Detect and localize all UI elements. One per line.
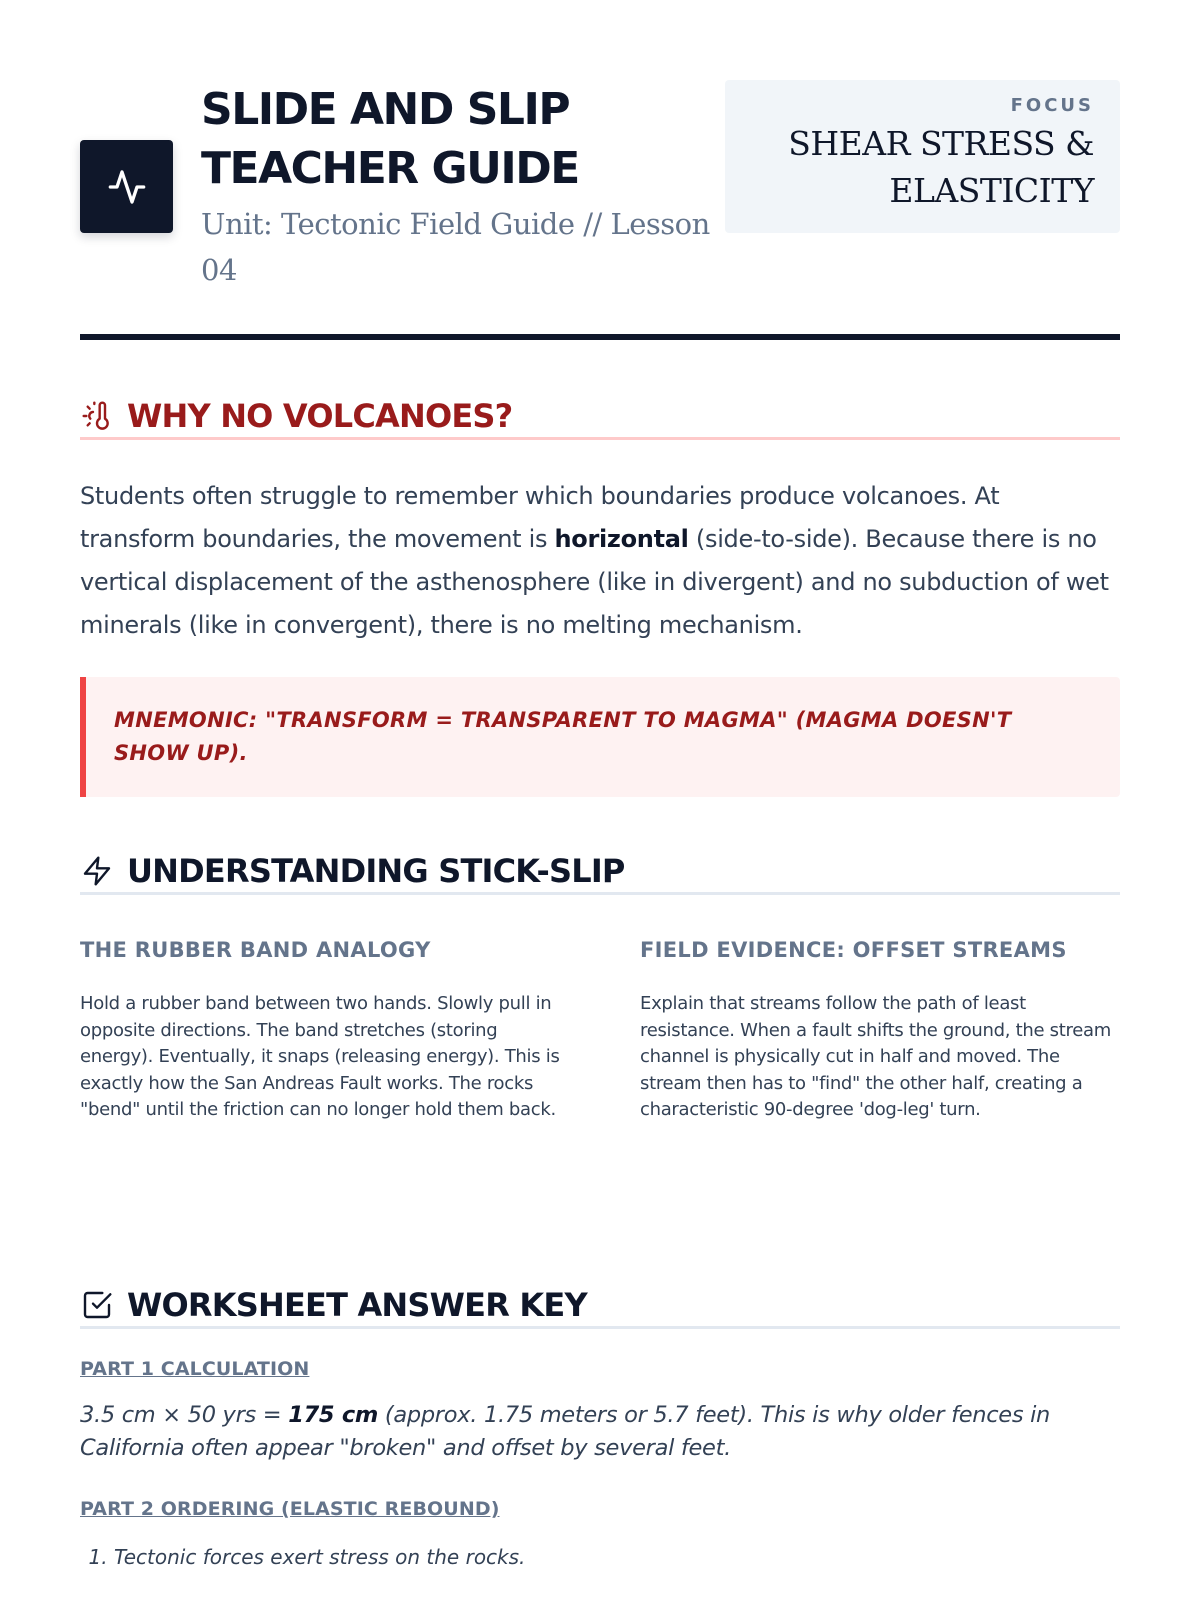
teacher-guide-page — [80, 0, 1120, 1600]
answer-result: 175 cm — [288, 1402, 379, 1428]
answer-key-section — [80, 1285, 1120, 1573]
volcano-heading: WHY NO VOLCANOES? — [127, 396, 513, 435]
section-heading — [80, 851, 1120, 895]
page-subtitle: Unit: Tectonic Field Guide // Lesson 04 — [201, 207, 710, 287]
part2-list — [80, 1541, 1120, 1573]
section-heading — [80, 396, 1120, 440]
stickslip-heading: UNDERSTANDING STICK-SLIP — [127, 851, 625, 890]
title-block — [201, 80, 711, 293]
paragraph-text: (side-to-side). Because there is no vertical displacement of the asthenosphere (like in divergent) and no subduction of wet minerals (like in convergent), there is no melting mechanism. — [80, 525, 1109, 639]
header-divider — [80, 334, 1120, 340]
rubber-band-column — [80, 935, 560, 1124]
mnemonic-text: MNEMONIC: "TRANSFORM = TRANSPARENT TO MAGMA" (MAGMA DOESN'T SHOW UP). — [114, 708, 1012, 765]
offset-streams-column — [640, 935, 1120, 1124]
part1-label: PART 1 CALCULATION — [80, 1358, 310, 1380]
column-title: FIELD EVIDENCE: OFFSET STREAMS — [640, 938, 1067, 962]
part2-label: PART 2 ORDERING (ELASTIC REBOUND) — [80, 1498, 500, 1520]
part1-answer — [80, 1399, 1120, 1465]
mnemonic-callout — [80, 677, 1120, 797]
column-text: Hold a rubber band between two hands. Slowly pull in opposite directions. The band stretches (storing energy). Eventually, it snaps (releasing energy). This is exactly how the San Andreas Fault works. The rocks "bend" until the friction can no longer hold them back. — [80, 993, 560, 1120]
section-heading — [80, 1285, 1120, 1329]
answer-key-heading: WORKSHEET ANSWER KEY — [127, 1285, 587, 1324]
column-text: Explain that streams follow the path of least resistance. When a fault shifts the ground, the stream channel is physically cut in half and moved. The stream then has to "find" the other half, creating a characteristic 90-degree 'dog-leg' turn. — [640, 993, 1111, 1120]
thermometer-sun-icon — [80, 399, 113, 432]
list-item: 1. Tectonic forces exert stress on the rocks. — [114, 1541, 1120, 1573]
checkbox-icon — [80, 1288, 113, 1321]
lightning-bolt-icon — [80, 854, 113, 887]
stickslip-section — [80, 851, 1120, 1124]
analogy-columns — [80, 935, 1120, 1124]
answer-text: (approx. 1.75 meters or 5.7 feet). This is why older fences in California often appear "broken" and offset by several feet. — [80, 1402, 1051, 1461]
part2-block — [80, 1497, 1120, 1573]
focus-label: FOCUS — [1010, 95, 1094, 116]
focus-box — [725, 80, 1120, 233]
guide-header — [80, 80, 1120, 340]
volcano-paragraph — [80, 475, 1120, 647]
page-title: SLIDE AND SLIP TEACHER GUIDE — [201, 84, 579, 194]
volcano-section — [80, 396, 1120, 797]
part1-block — [80, 1357, 1120, 1465]
emphasis-text: horizontal — [554, 525, 689, 553]
column-title: THE RUBBER BAND ANALOGY — [80, 938, 431, 962]
activity-pulse-icon — [80, 140, 173, 233]
focus-value: SHEAR STRESS & ELASTICITY — [788, 124, 1094, 210]
paragraph-text: Students often struggle to remember which boundaries produce volcanoes. At transform boundaries, the movement is — [80, 482, 1000, 553]
answer-text: 3.5 cm × 50 yrs = — [80, 1402, 282, 1428]
